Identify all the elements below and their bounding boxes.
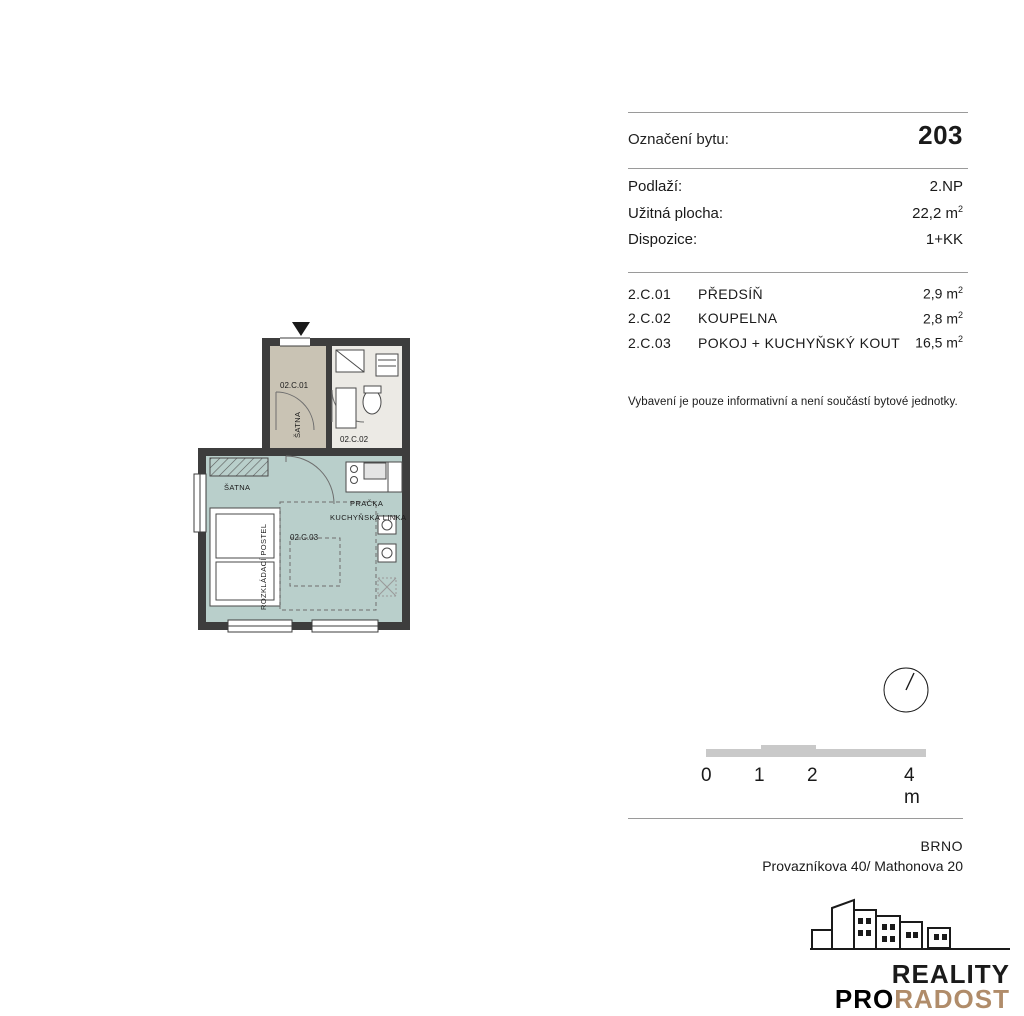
room-area-text: 2,8 m xyxy=(922,310,958,327)
plan-label-pracka: PRAČKA xyxy=(350,499,384,508)
project-location xyxy=(628,838,963,874)
brand-pro: PRO xyxy=(834,984,895,1014)
entrance-arrow xyxy=(280,322,310,346)
meta-label-area: Užitná plocha: xyxy=(628,205,724,222)
room-list xyxy=(628,285,963,359)
room-area-text: 2,9 m xyxy=(922,285,958,302)
meta-value-area-sup: 2 xyxy=(957,204,963,214)
room-code: 2.C.01 xyxy=(628,285,672,302)
scale-tick-2: 2 xyxy=(807,765,818,786)
divider-meta xyxy=(628,272,968,273)
plan-label-rozkladaci-postel: ROZKLÁDACÍ POSTEL xyxy=(259,523,268,610)
room-area xyxy=(901,310,963,327)
divider-footer xyxy=(628,818,963,819)
wardrobe-hatch xyxy=(210,458,268,476)
brand-name-reality: REALITY xyxy=(891,959,1010,989)
room-tag-2: 02.C.03 xyxy=(290,533,319,542)
meta-label-layout: Dispozice: xyxy=(628,231,698,248)
room-name: KOUPELNA xyxy=(698,310,778,327)
room-area xyxy=(901,285,963,302)
divider-unit xyxy=(628,168,968,169)
unit-designation xyxy=(628,120,963,151)
unit-number: 203 xyxy=(918,120,963,150)
room-code: 2.C.03 xyxy=(628,334,672,351)
meta-row-layout xyxy=(628,231,963,248)
meta-value-area xyxy=(912,204,963,222)
room-tag-1: 02.C.02 xyxy=(340,435,369,444)
brand-logo xyxy=(810,890,1010,1015)
project-address: Provazníkova 40/ Mathonova 20 xyxy=(762,858,963,874)
room-name: PŘEDSÍŇ xyxy=(698,285,764,302)
scale-bar xyxy=(701,745,926,808)
room-tag-0: 02.C.01 xyxy=(280,381,309,390)
scale-tick-0: 0 xyxy=(701,765,712,786)
room-row xyxy=(628,310,963,327)
room-area xyxy=(901,334,963,351)
disclaimer-note: Vybavení je pouze informativní a není součástí bytové jednotky. xyxy=(628,396,958,408)
plan-label-satna-vertical: ŠATNA xyxy=(293,411,302,438)
meta-row-floor xyxy=(628,178,963,195)
unit-meta xyxy=(628,178,963,257)
scale-tick-3: 4 m xyxy=(904,765,920,808)
plan-label-kuchynska-linka: KUCHYŇSKÁ LINKA xyxy=(330,513,407,522)
meta-row-area xyxy=(628,204,963,222)
room-area-sup: 2 xyxy=(957,334,963,345)
brand-radost: RADOST xyxy=(894,984,1010,1014)
brand-name-proradost xyxy=(810,984,1010,1015)
scale-tick-1: 1 xyxy=(754,765,765,786)
meta-value-area-text: 22,2 m xyxy=(912,205,958,222)
meta-value-layout: 1+KK xyxy=(925,231,963,248)
divider-top xyxy=(628,112,968,113)
buildings-icon xyxy=(810,890,1010,952)
compass-icon xyxy=(881,665,931,715)
room-row xyxy=(628,285,963,302)
room-area-sup: 2 xyxy=(957,285,963,295)
room-name: POKOJ + KUCHYŇSKÝ KOUT xyxy=(698,334,901,351)
room-area-sup: 2 xyxy=(957,309,963,320)
meta-label-floor: Podlaží: xyxy=(628,178,683,195)
project-city: BRNO xyxy=(920,838,963,854)
info-panel xyxy=(628,0,1010,1016)
unit-label: Označení bytu: xyxy=(628,131,729,148)
room-row xyxy=(628,334,963,351)
room-area-text: 16,5 m xyxy=(915,334,958,351)
plan-label-satna: ŠATNA xyxy=(224,483,251,492)
room-code: 2.C.02 xyxy=(628,310,672,327)
floor-plan-drawing xyxy=(150,290,530,690)
meta-value-floor: 2.NP xyxy=(929,178,963,195)
